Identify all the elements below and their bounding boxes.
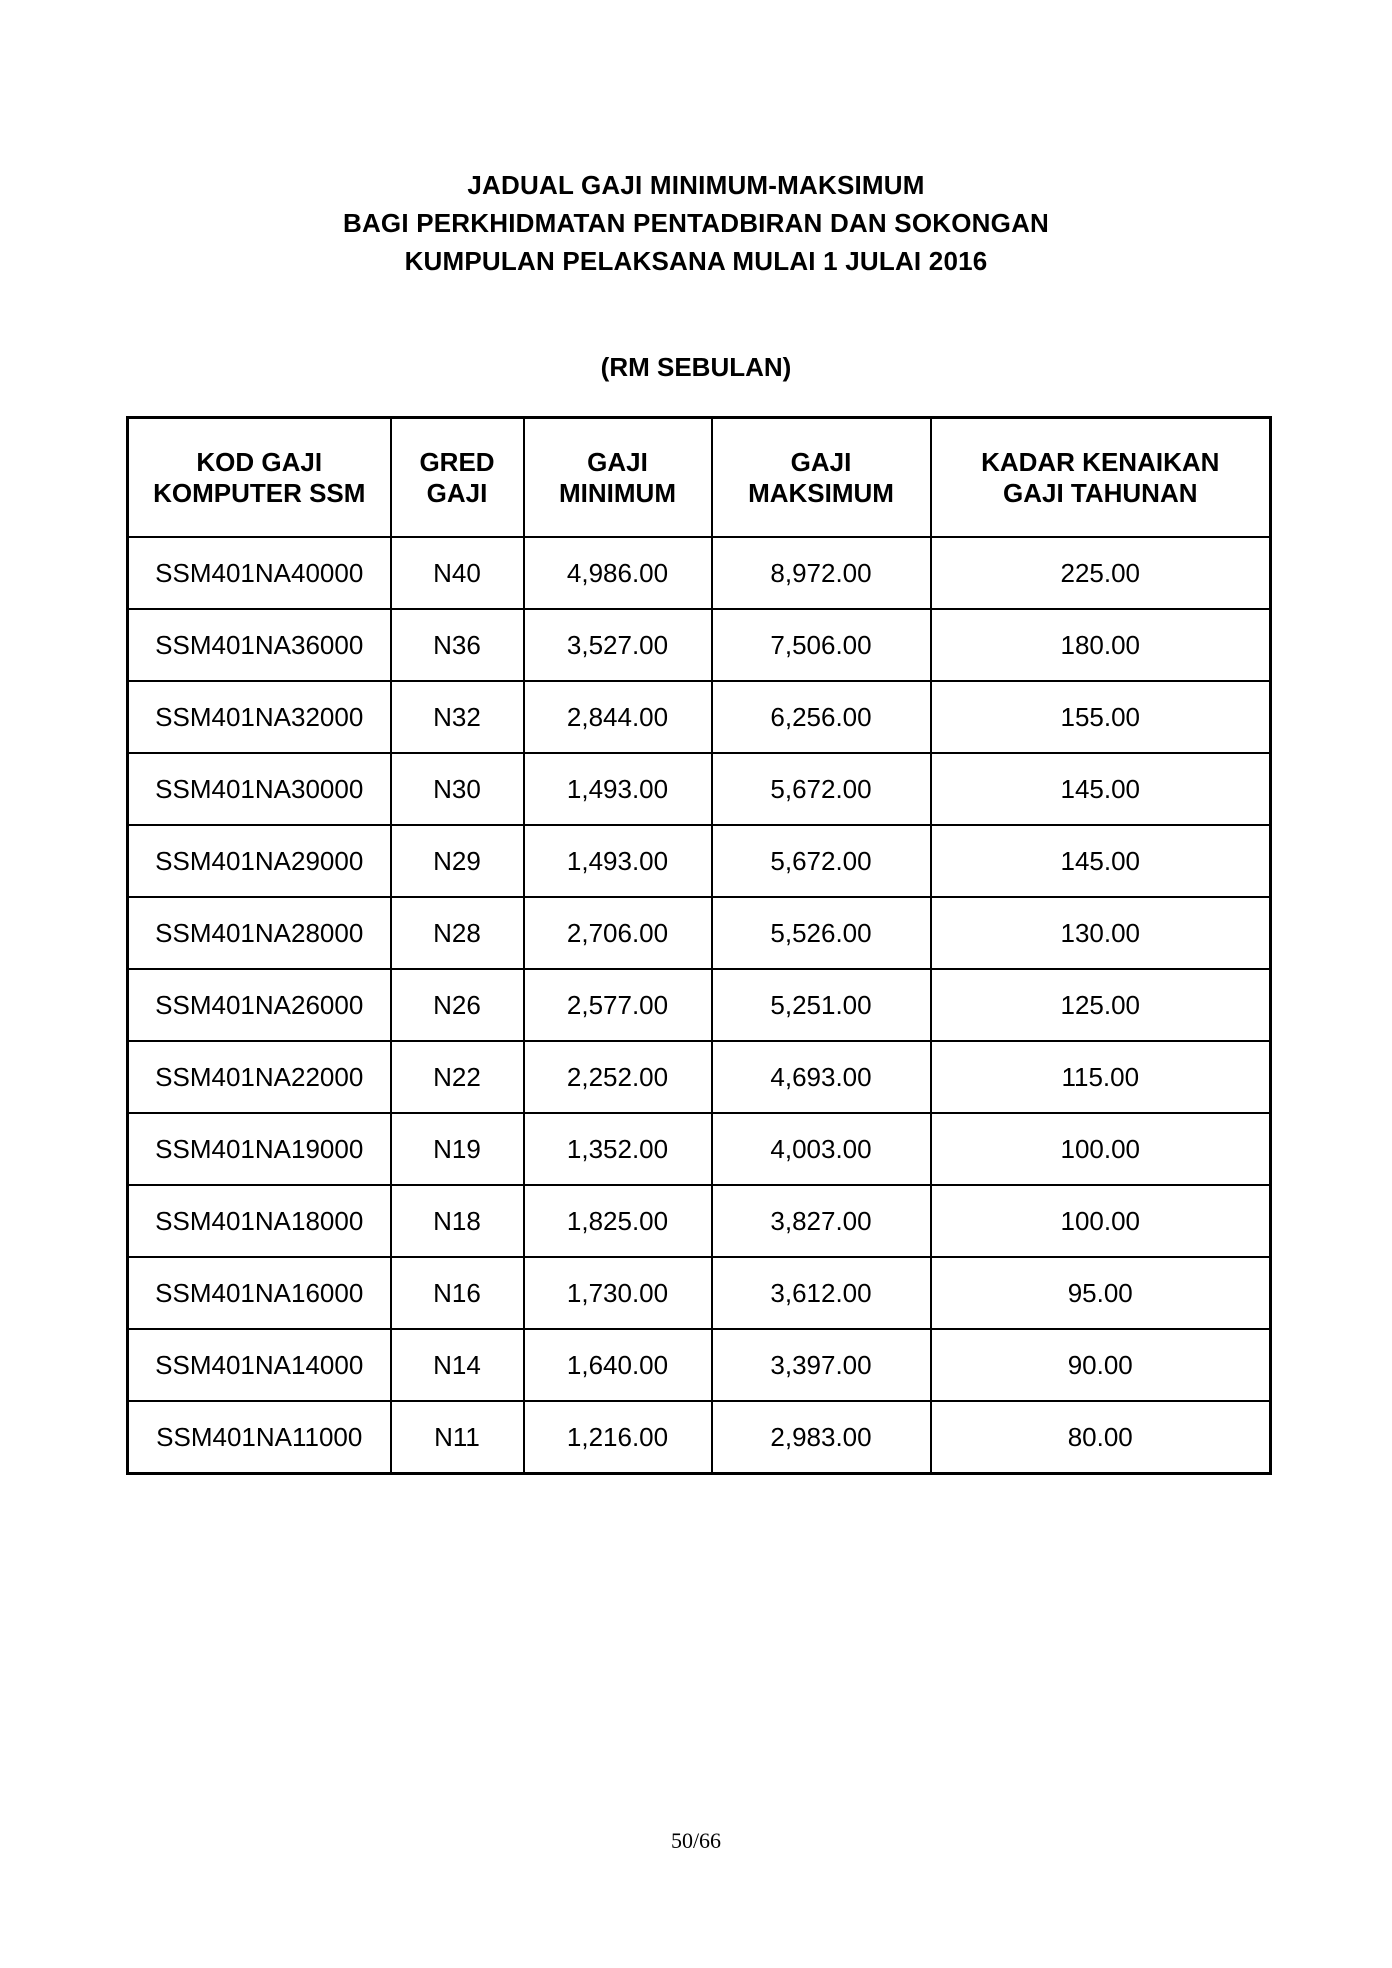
cell-min-salary: 1,640.00 <box>524 1329 712 1401</box>
title-line-2: BAGI PERKHIDMATAN PENTADBIRAN DAN SOKONGAN <box>342 208 1050 238</box>
cell-grade: N29 <box>391 825 524 897</box>
cell-max-salary: 5,672.00 <box>712 825 931 897</box>
table-row <box>128 537 1271 609</box>
cell-salary-code: SSM401NA40000 <box>128 537 391 609</box>
cell-annual-increment: 80.00 <box>931 1401 1271 1474</box>
cell-grade: N30 <box>391 753 524 825</box>
cell-max-salary: 5,526.00 <box>712 897 931 969</box>
cell-annual-increment: 130.00 <box>931 897 1271 969</box>
cell-annual-increment: 90.00 <box>931 1329 1271 1401</box>
cell-max-salary: 4,003.00 <box>712 1113 931 1185</box>
header-line: KOMPUTER SSM <box>153 477 366 508</box>
header-grade <box>391 418 524 538</box>
cell-grade: N18 <box>391 1185 524 1257</box>
page-number: 50/66 <box>670 1828 722 1853</box>
header-row <box>128 418 1271 538</box>
header-line: MINIMUM <box>559 477 676 508</box>
table-row <box>128 825 1271 897</box>
cell-grade: N40 <box>391 537 524 609</box>
header-line: GAJI <box>426 477 488 508</box>
cell-annual-increment: 125.00 <box>931 969 1271 1041</box>
cell-grade: N16 <box>391 1257 524 1329</box>
table-row <box>128 681 1271 753</box>
cell-grade: N22 <box>391 1041 524 1113</box>
cell-min-salary: 4,986.00 <box>524 537 712 609</box>
header-max-salary <box>712 418 931 538</box>
cell-max-salary: 6,256.00 <box>712 681 931 753</box>
cell-min-salary: 2,577.00 <box>524 969 712 1041</box>
cell-grade: N19 <box>391 1113 524 1185</box>
cell-annual-increment: 155.00 <box>931 681 1271 753</box>
cell-annual-increment: 145.00 <box>931 825 1271 897</box>
cell-salary-code: SSM401NA29000 <box>128 825 391 897</box>
cell-min-salary: 1,216.00 <box>524 1401 712 1474</box>
table-row <box>128 1257 1271 1329</box>
cell-salary-code: SSM401NA26000 <box>128 969 391 1041</box>
cell-salary-code: SSM401NA19000 <box>128 1113 391 1185</box>
header-annual-increment <box>931 418 1271 538</box>
table-row <box>128 969 1271 1041</box>
cell-max-salary: 3,397.00 <box>712 1329 931 1401</box>
table-row <box>128 753 1271 825</box>
cell-annual-increment: 180.00 <box>931 609 1271 681</box>
unit-label: (RM SEBULAN) <box>600 352 792 382</box>
cell-min-salary: 3,527.00 <box>524 609 712 681</box>
table-row <box>128 1401 1271 1474</box>
cell-grade: N11 <box>391 1401 524 1474</box>
table-header <box>128 418 1271 538</box>
cell-max-salary: 8,972.00 <box>712 537 931 609</box>
header-line: KOD GAJI <box>196 446 323 477</box>
cell-salary-code: SSM401NA14000 <box>128 1329 391 1401</box>
cell-max-salary: 2,983.00 <box>712 1401 931 1474</box>
cell-max-salary: 3,827.00 <box>712 1185 931 1257</box>
header-min-salary <box>524 418 712 538</box>
cell-grade: N32 <box>391 681 524 753</box>
cell-max-salary: 3,612.00 <box>712 1257 931 1329</box>
cell-salary-code: SSM401NA11000 <box>128 1401 391 1474</box>
header-line: GAJI TAHUNAN <box>1002 477 1198 508</box>
document-title <box>0 166 1392 280</box>
table-row <box>128 609 1271 681</box>
cell-salary-code: SSM401NA30000 <box>128 753 391 825</box>
cell-min-salary: 2,706.00 <box>524 897 712 969</box>
cell-salary-code: SSM401NA16000 <box>128 1257 391 1329</box>
cell-max-salary: 7,506.00 <box>712 609 931 681</box>
cell-salary-code: SSM401NA32000 <box>128 681 391 753</box>
cell-annual-increment: 100.00 <box>931 1113 1271 1185</box>
table-row <box>128 897 1271 969</box>
cell-max-salary: 4,693.00 <box>712 1041 931 1113</box>
table-row <box>128 1113 1271 1185</box>
cell-min-salary: 1,493.00 <box>524 825 712 897</box>
cell-annual-increment: 95.00 <box>931 1257 1271 1329</box>
cell-grade: N28 <box>391 897 524 969</box>
cell-min-salary: 2,844.00 <box>524 681 712 753</box>
cell-grade: N36 <box>391 609 524 681</box>
cell-annual-increment: 115.00 <box>931 1041 1271 1113</box>
cell-min-salary: 1,352.00 <box>524 1113 712 1185</box>
header-line: GRED <box>419 446 495 477</box>
table-row <box>128 1041 1271 1113</box>
title-line-3: KUMPULAN PELAKSANA MULAI 1 JULAI 2016 <box>404 246 988 276</box>
table-row <box>128 1329 1271 1401</box>
cell-salary-code: SSM401NA18000 <box>128 1185 391 1257</box>
title-line-1: JADUAL GAJI MINIMUM-MAKSIMUM <box>467 170 925 200</box>
cell-max-salary: 5,672.00 <box>712 753 931 825</box>
header-line: GAJI <box>587 446 648 477</box>
cell-min-salary: 2,252.00 <box>524 1041 712 1113</box>
table-body <box>128 537 1271 1474</box>
cell-salary-code: SSM401NA22000 <box>128 1041 391 1113</box>
cell-min-salary: 1,730.00 <box>524 1257 712 1329</box>
cell-min-salary: 1,493.00 <box>524 753 712 825</box>
header-line: KADAR KENAIKAN <box>981 446 1220 477</box>
cell-salary-code: SSM401NA36000 <box>128 609 391 681</box>
cell-annual-increment: 145.00 <box>931 753 1271 825</box>
cell-grade: N14 <box>391 1329 524 1401</box>
salary-table <box>126 416 1272 1475</box>
header-line: MAKSIMUM <box>748 477 894 508</box>
cell-max-salary: 5,251.00 <box>712 969 931 1041</box>
cell-min-salary: 1,825.00 <box>524 1185 712 1257</box>
cell-salary-code: SSM401NA28000 <box>128 897 391 969</box>
table-row <box>128 1185 1271 1257</box>
cell-grade: N26 <box>391 969 524 1041</box>
cell-annual-increment: 225.00 <box>931 537 1271 609</box>
header-salary-code <box>128 418 391 538</box>
header-line: GAJI <box>790 446 852 477</box>
cell-annual-increment: 100.00 <box>931 1185 1271 1257</box>
